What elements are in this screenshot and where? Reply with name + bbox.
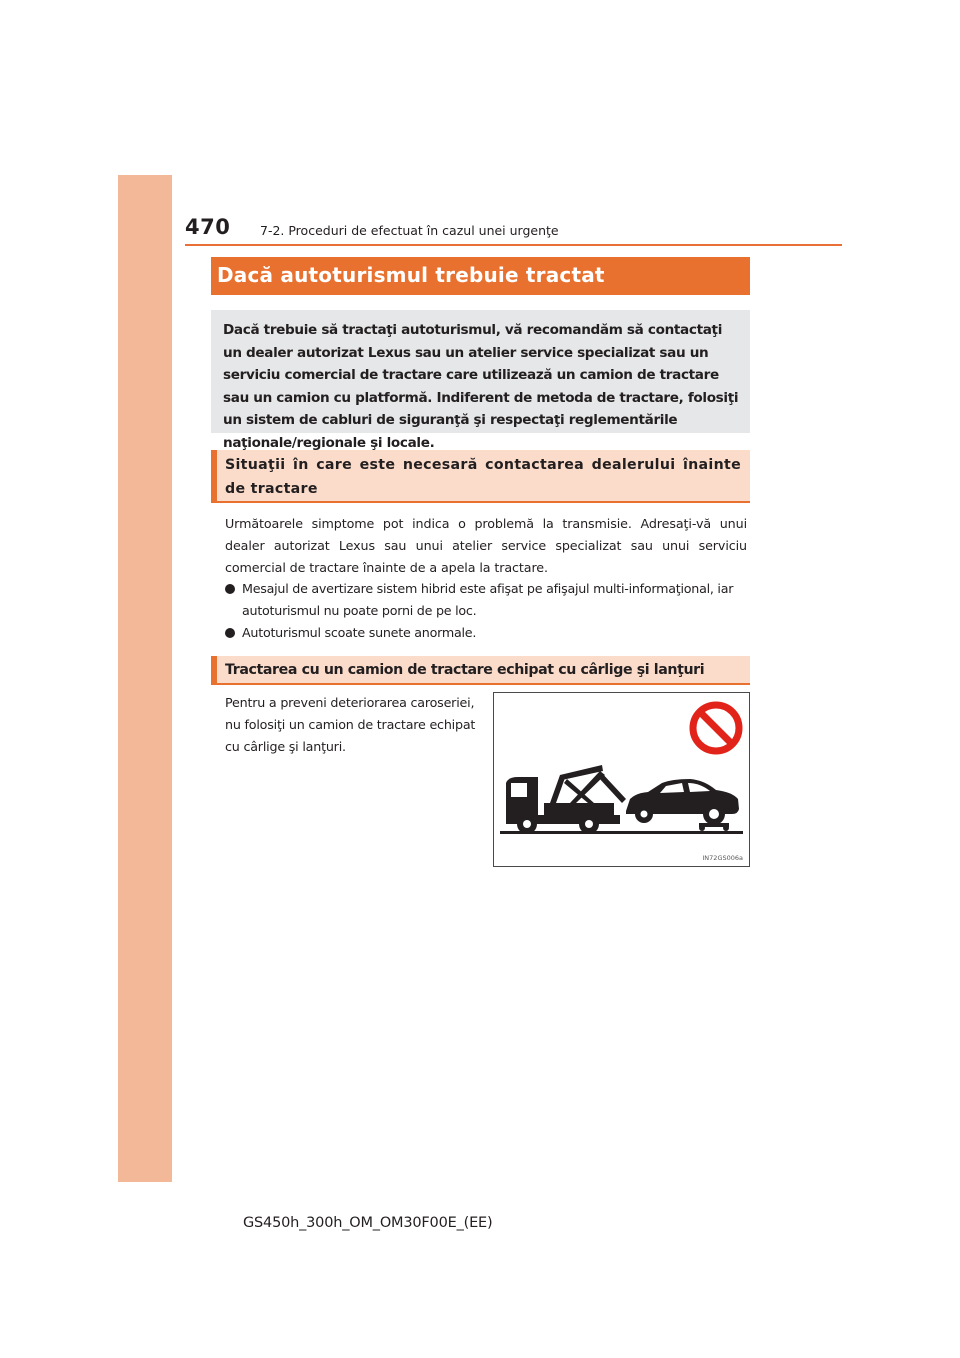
tow-truck-icon	[506, 765, 626, 834]
chapter-side-bar	[118, 175, 172, 1182]
section-title: 7-2. Proceduri de efectuat în cazul unei urgenţe	[260, 223, 559, 238]
page-title: Dacă autoturismul trebuie tractat	[217, 263, 605, 287]
footer-document-code: GS450h_300h_OM_OM30F00E_(EE)	[243, 1215, 493, 1231]
header-rule	[185, 244, 842, 246]
page-title-bar	[211, 257, 750, 295]
hook-chain-paragraph: Pentru a preveni deteriorarea caroseriei, nu folosiţi un camion de tractare echipat cu cârlige şi lanţuri.	[225, 695, 476, 754]
bullet-icon	[225, 628, 235, 638]
prohibited-icon	[693, 705, 739, 751]
tow-truck-illustration	[493, 692, 750, 867]
subheading-dealer-contact	[211, 450, 750, 503]
bullet-icon	[225, 584, 235, 594]
subheading-hook-chain-text: Tractarea cu un camion de tractare echipat cu cârlige şi lanţuri	[225, 662, 705, 678]
figure-code: IN72GS006a	[702, 854, 743, 862]
subheading-dealer-contact-text: Situaţii în care este necesară contactarea dealerului înainte de tractare	[225, 457, 741, 497]
bullet-text: Mesajul de avertizare sistem hibrid este afişat pe afişajul multi-informaţional, iar autoturismul nu poate porni de pe loc.	[242, 581, 734, 618]
tow-illustration-svg	[494, 693, 749, 866]
page-number: 470	[185, 215, 231, 239]
intro-text: Dacă trebuie să tractaţi autoturismul, vă recomandăm să contactaţi un dealer autorizat Lexus sau un atelier service specializat sau un serviciu comercial de tractare care utilizează un camion de tractare sau un camion cu platformă. Indiferent de metoda de tractare, folosiţi un sistem de cabluri de siguranţă şi respectaţi reglementările naţionale/regionale şi locale.	[223, 322, 739, 451]
intro-box	[211, 310, 750, 451]
bullet-text: Autoturismul scoate sunete anormale.	[242, 625, 477, 640]
subheading-hook-chain	[211, 656, 750, 685]
page-header	[185, 215, 840, 245]
symptoms-paragraph: Următoarele simptome pot indica o problemă la transmisie. Adresaţi-vă unui dealer autorizat Lexus sau unui atelier service specializat sau unui serviciu comercial de tractare înainte de a apela la tractare.	[225, 516, 747, 575]
